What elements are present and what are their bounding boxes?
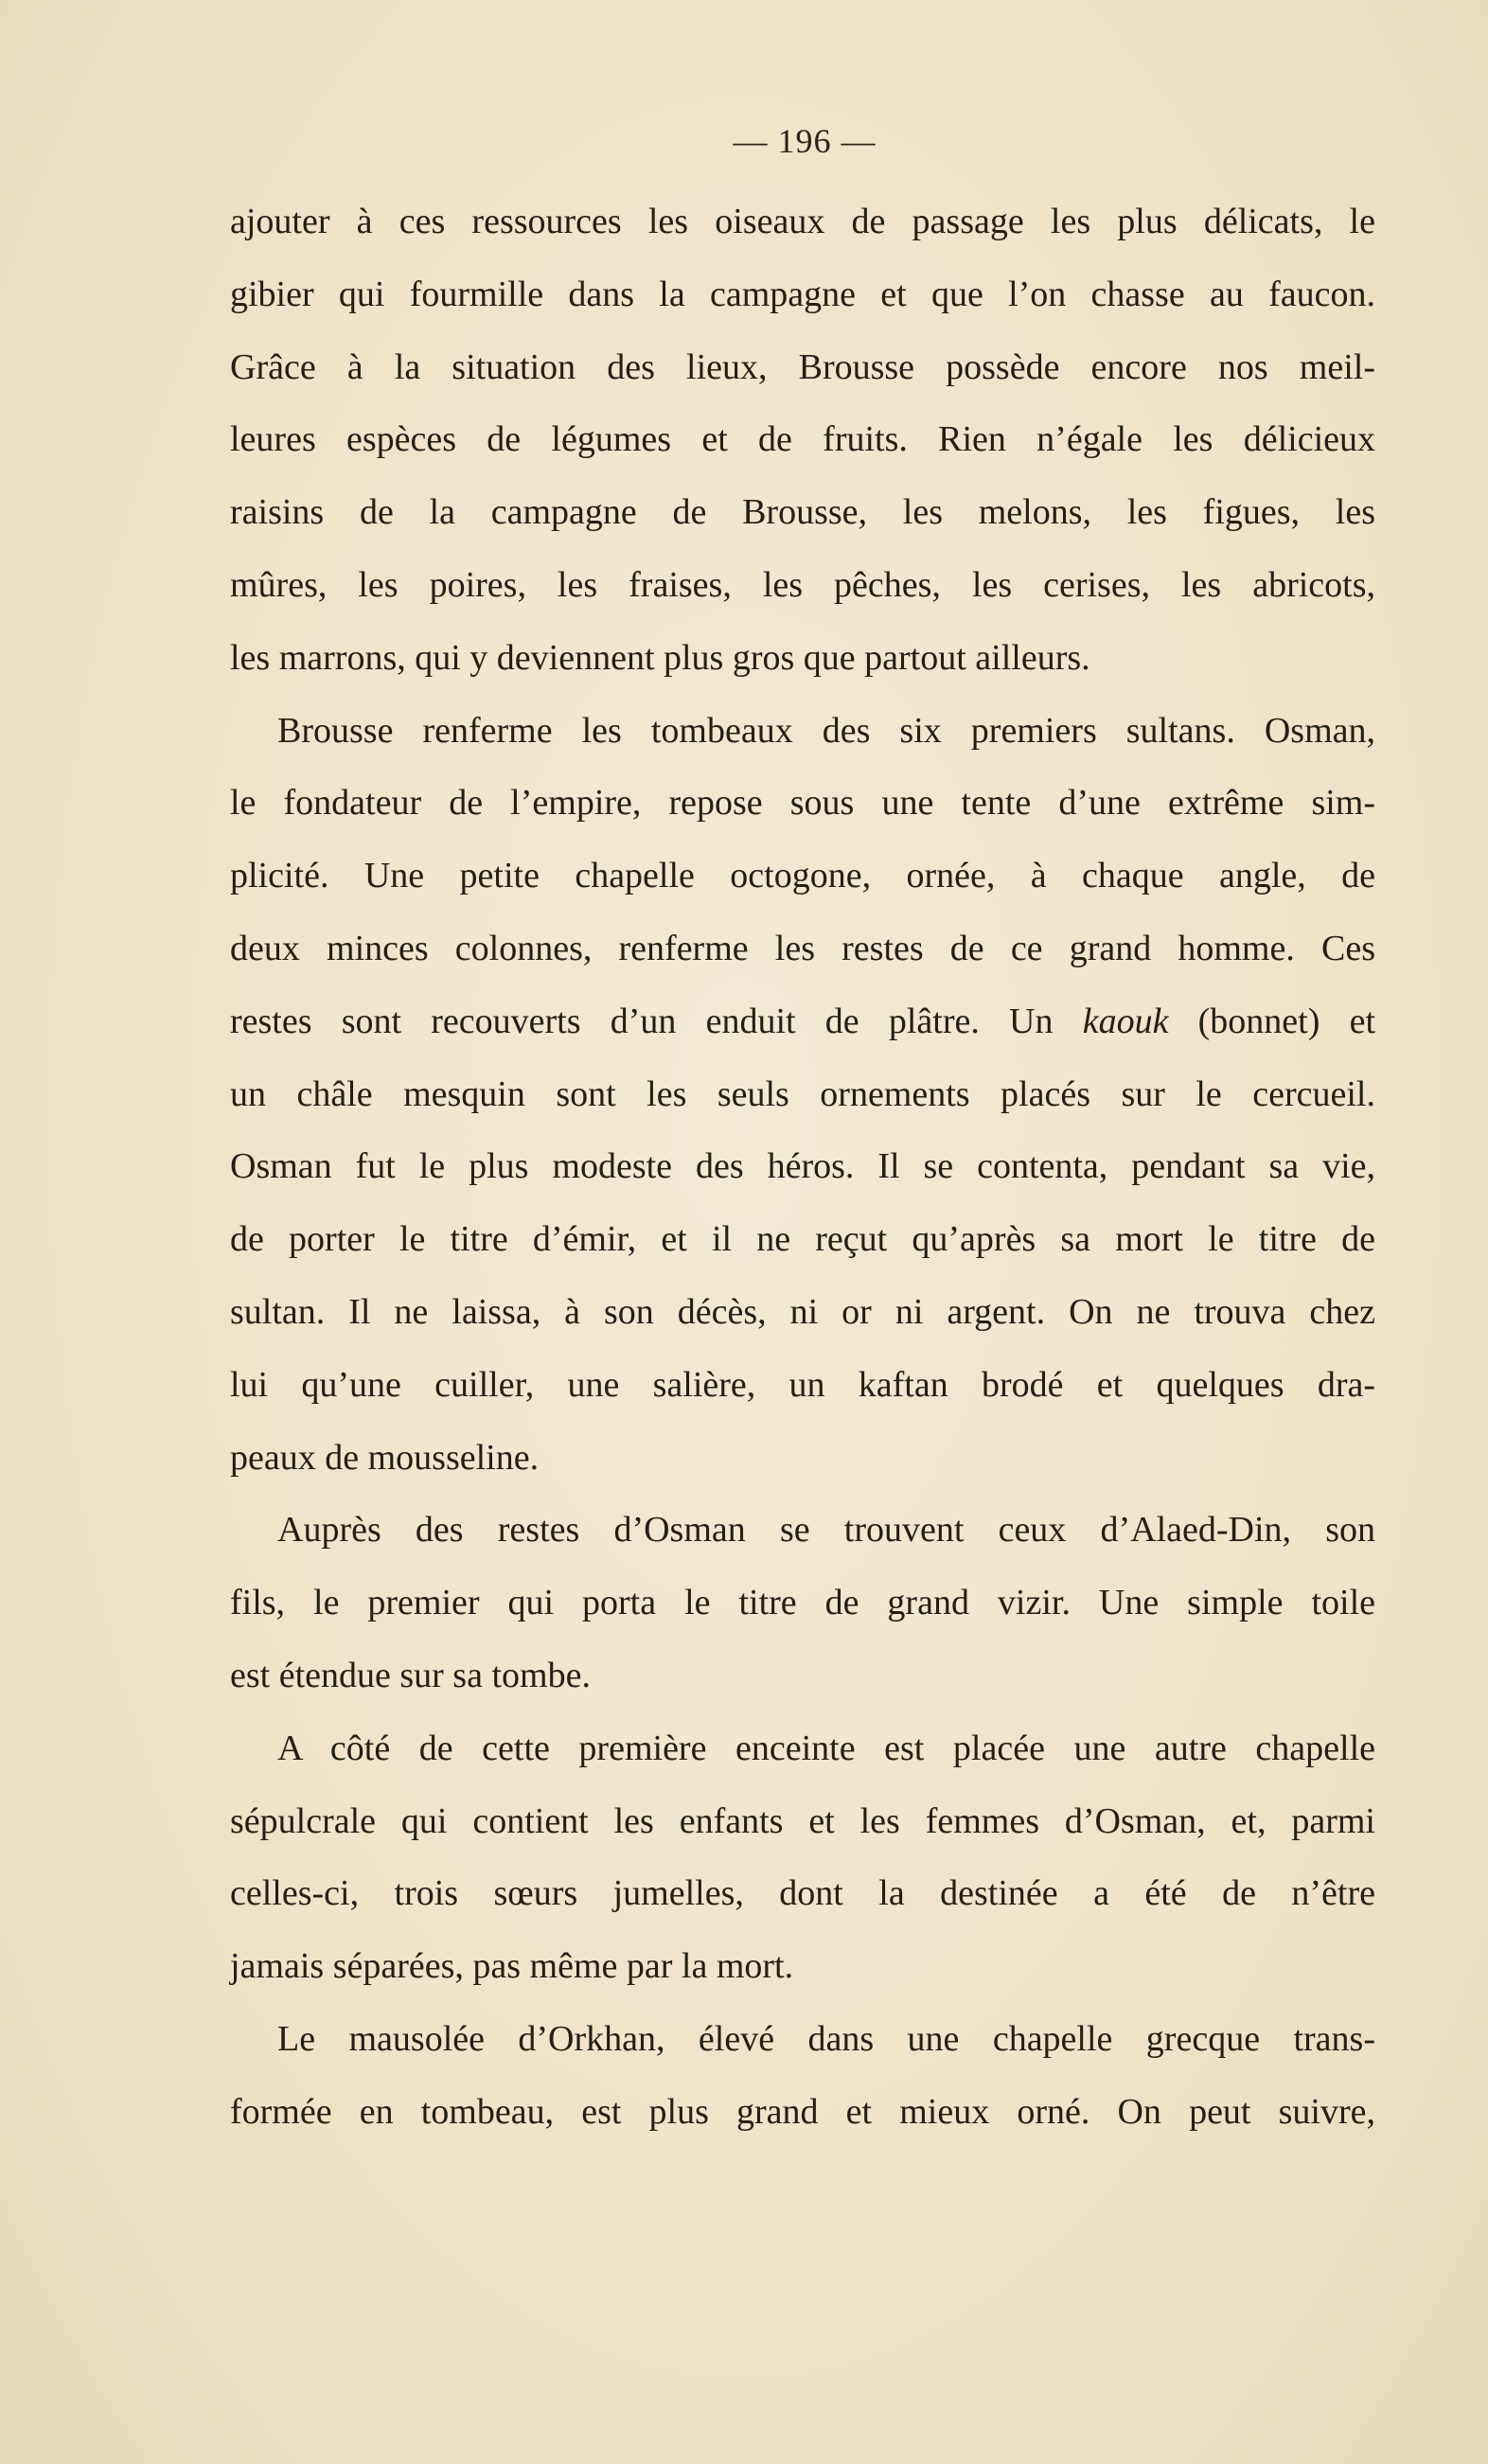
text-line: Grâce à la situation des lieux, Brousse possède encore nos meil- [230, 346, 1375, 387]
text-line: deux minces colonnes, renferme les restes de ce grand homme. Ces [230, 928, 1375, 968]
text-line: Auprès des restes d’Osman se trouvent ceux d’Alaed-Din, son [277, 1510, 1375, 1551]
text-line: peaux de mousseline. [230, 1437, 540, 1478]
text-line-kaouk [230, 985, 1375, 1058]
text-line: gibier qui fourmille dans la campagne et que l’on chasse au faucon. [230, 274, 1375, 314]
text-line: un châle mesquin sont les seuls ornements placés sur le cercueil. [230, 1073, 1375, 1114]
text-line: formée en tombeau, est plus grand et mieux orné. On peut suivre, [230, 2091, 1375, 2132]
text-line: fils, le premier qui porta le titre de grand vizir. Une simple toile [230, 1583, 1375, 1623]
kaouk-line-after: (bonnet) et [1168, 1001, 1375, 1041]
text-line: est étendue sur sa tombe. [230, 1655, 591, 1695]
text-line: les marrons, qui y deviennent plus gros que partout ailleurs. [230, 637, 1090, 678]
text-line: sépulcrale qui contient les enfants et les femmes d’Osman, et, parmi [230, 1800, 1375, 1841]
text-line: le fondateur de l’empire, repose sous une tente d’une extrême sim- [230, 783, 1375, 824]
text-line: sultan. Il ne laissa, à son décès, ni or ni argent. On ne trouva chez [230, 1291, 1375, 1332]
text-line: de porter le titre d’émir, et il ne reçut qu’après sa mort le titre de [230, 1219, 1375, 1260]
text-line: A côté de cette première enceinte est placée une autre chapelle [277, 1728, 1375, 1768]
text-line: celles-ci, trois sœurs jumelles, dont la destinée a été de n’être [230, 1873, 1375, 1914]
text-line: Osman fut le plus modeste des héros. Il se contenta, pendant sa vie, [230, 1146, 1375, 1187]
page-number: — 196 — [733, 122, 877, 160]
text-line: mûres, les poires, les fraises, les pêches, les cerises, les abricots, [230, 564, 1375, 605]
text-line: Le mausolée d’Orkhan, élevé dans une chapelle grecque trans- [277, 2018, 1375, 2059]
text-line: raisins de la campagne de Brousse, les melons, les figues, les [230, 492, 1375, 533]
body-text [230, 186, 1375, 2149]
text-line: ajouter à ces ressources les oiseaux de passage les plus délicats, le [230, 202, 1375, 241]
text-line: jamais séparées, pas même par la mort. [230, 1946, 794, 1987]
text-line: plicité. Une petite chapelle octogone, ornée, à chaque angle, de [230, 856, 1375, 896]
text-line: leures espèces de légumes et de fruits. Rien n’égale les délicieux [230, 419, 1375, 460]
kaouk-line-before: restes sont recouverts d’un enduit de plâtre. Un [230, 1001, 1083, 1041]
text-line: Brousse renferme les tombeaux des six premiers sultans. Osman, [277, 710, 1375, 751]
text-line: lui qu’une cuiller, une salière, un kaftan brodé et quelques dra- [230, 1364, 1375, 1405]
kaouk-word: kaouk [1082, 1001, 1169, 1041]
